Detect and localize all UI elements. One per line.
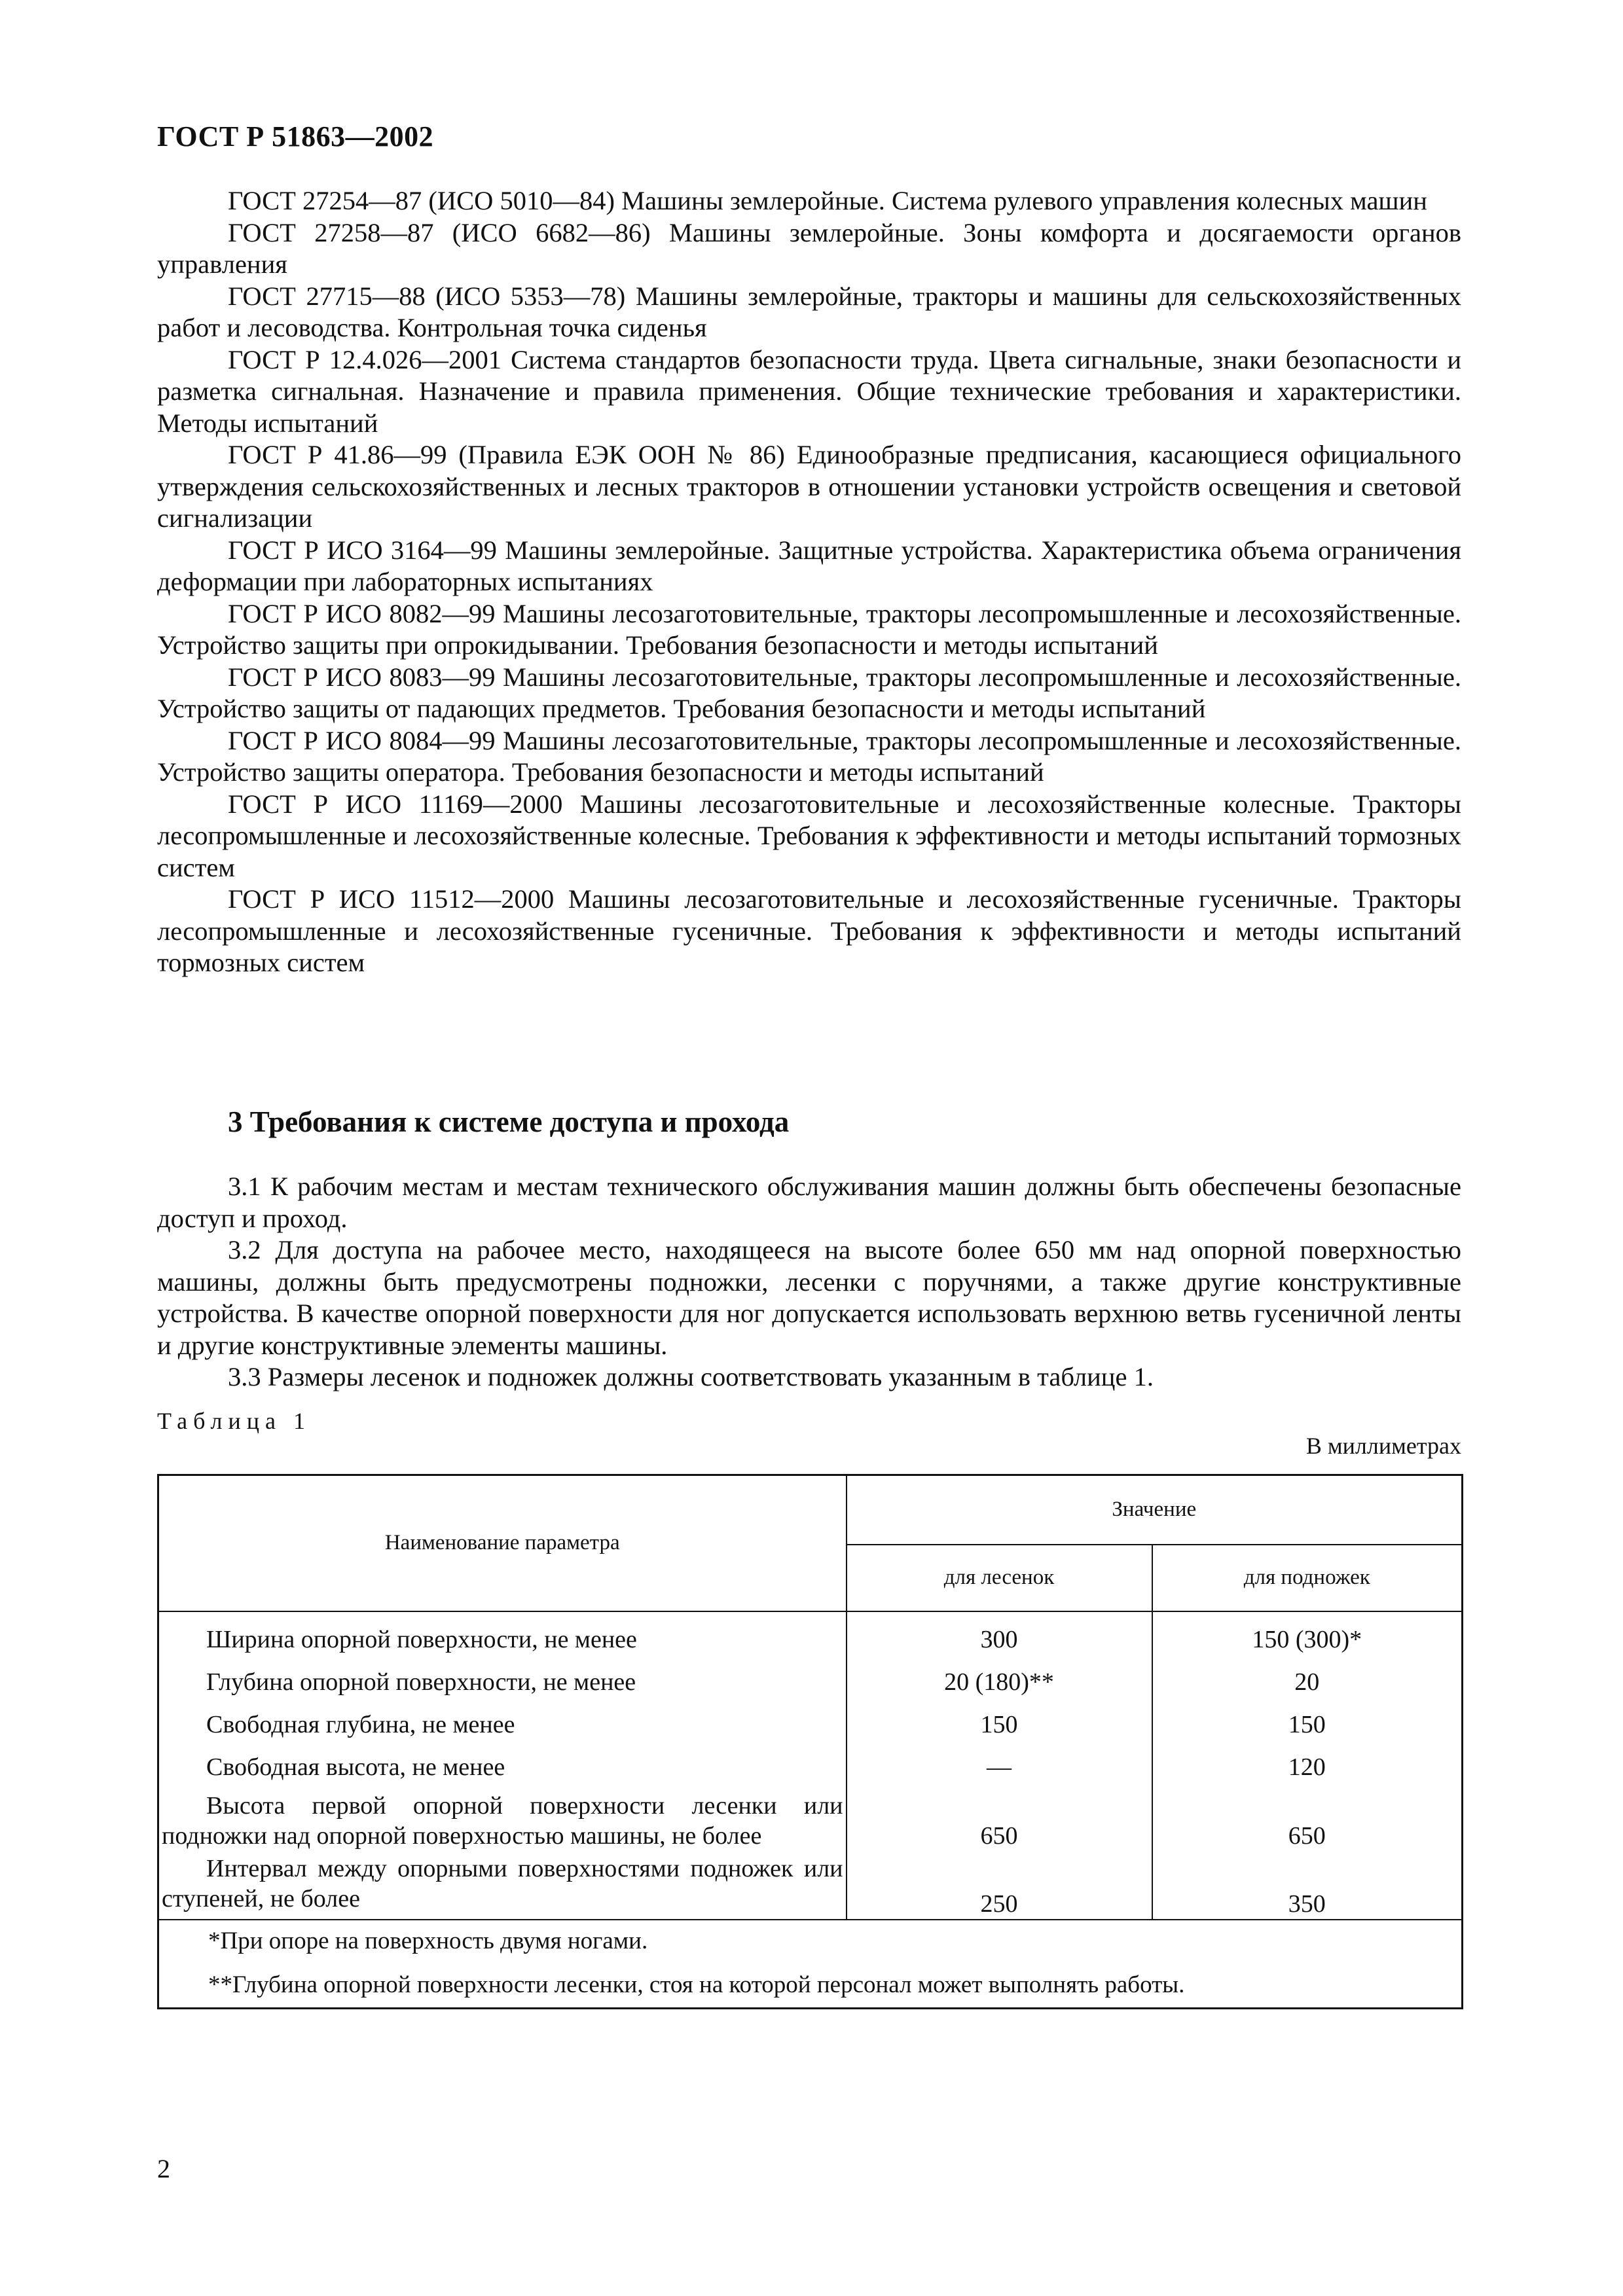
footnote: *При опоре на поверхность двумя ногами. — [158, 1920, 1463, 1963]
table-row — [158, 1655, 1463, 1697]
reference-item: ГОСТ Р 12.4.026—2001 Система стандартов безопасности труда. Цвета сигнальные, знаки безопасности и разметка сигнальная. Назначение и правила применения. Общие технические требования и характеристики. Методы испытаний — [157, 344, 1461, 438]
section-title: 3 Требования к системе доступа и прохода — [228, 1105, 790, 1138]
steps-cell: 150 — [1152, 1697, 1463, 1740]
header-param: Наименование параметра — [158, 1475, 847, 1611]
reference-item: ГОСТ 27715—88 (ИСО 5353—78) Машины землеройные, тракторы и машины для сельскохозяйственных работ и лесоводства. Контрольная точка сиденья — [157, 281, 1461, 342]
footnote: **Глубина опорной поверхности лесенки, стоя на которой персонал может выполнять работы. — [158, 1963, 1463, 2009]
param-cell: Ширина опорной поверхности, не менее — [158, 1611, 847, 1655]
parameters-table — [157, 1474, 1463, 2009]
header-value: Значение — [847, 1475, 1463, 1545]
reference-item: ГОСТ Р ИСО 8083—99 Машины лесозаготовительные, тракторы лесопромышленные и лесохозяйственные. Устройство защиты от падающих предметов. Требования безопасности и методы испытаний — [157, 662, 1461, 723]
steps-cell: 120 — [1152, 1740, 1463, 1782]
ladders-cell: 20 (180)** — [847, 1655, 1152, 1697]
param-cell: Высота первой опорной поверхности лесенки или подножки над опорной поверхностью машины, не более — [158, 1782, 847, 1851]
document-header: ГОСТ Р 51863—2002 — [157, 120, 434, 152]
footnote-row — [158, 1920, 1463, 1963]
ladders-cell: 300 — [847, 1611, 1152, 1655]
table-units: В миллиметрах — [1305, 1433, 1461, 1459]
reference-item: ГОСТ Р 41.86—99 (Правила ЕЭК ООН № 86) Единообразные предписания, касающиеся официального утверждения сельскохозяйственных и лесных тракторов в отношении установки устройств освещения и световой сигнализации — [157, 440, 1461, 533]
paragraph: 3.2 Для доступа на рабочее место, находящееся на высоте более 650 мм над опорной поверхностью машины, должны быть предусмотрены подножки, лесенки с поручнями, а также другие конструктивные устройства. В качестве опорной поверхности для ног допускается использовать верхнюю ветвь гусеничной ленты и другие конструктивные элементы машины. — [157, 1235, 1461, 1360]
param-cell: Свободная глубина, не менее — [158, 1697, 847, 1740]
paragraph: 3.3 Размеры лесенок и подножек должны соответствовать указанным в таблице 1. — [228, 1362, 1154, 1391]
table-row — [158, 1697, 1463, 1740]
steps-cell: 150 (300)* — [1152, 1611, 1463, 1655]
param-cell: Интервал между опорными поверхностями подножек или ступеней, не более — [158, 1851, 847, 1920]
steps-cell: 20 — [1152, 1655, 1463, 1697]
reference-item: ГОСТ Р ИСО 8082—99 Машины лесозаготовительные, тракторы лесопромышленные и лесохозяйственные. Устройство защиты при опрокидывании. Требования безопасности и методы испытаний — [157, 598, 1461, 660]
table-row — [158, 1740, 1463, 1782]
ladders-cell: — — [847, 1740, 1152, 1782]
table-row — [158, 1782, 1463, 1851]
param-cell: Глубина опорной поверхности, не менее — [158, 1655, 847, 1697]
param-cell: Свободная высота, не менее — [158, 1740, 847, 1782]
section-paragraphs — [157, 1171, 1461, 1393]
page-number: 2 — [157, 2154, 170, 2183]
references-list — [157, 185, 1461, 979]
reference-item: ГОСТ 27258—87 (ИСО 6682—86) Машины землеройные. Зоны комфорта и досягаемости органов управления — [157, 217, 1461, 279]
ladders-cell: 650 — [847, 1782, 1152, 1851]
table-row — [158, 1611, 1463, 1655]
reference-item: ГОСТ Р ИСО 11169—2000 Машины лесозаготовительные и лесохозяйственные колесные. Тракторы лесопромышленные и лесохозяйственные колесные. Требования к эффективности и методы испытаний тормозных систем — [157, 789, 1461, 882]
reference-item: ГОСТ Р ИСО 8084—99 Машины лесозаготовительные, тракторы лесопромышленные и лесохозяйственные. Устройство защиты оператора. Требования безопасности и методы испытаний — [157, 725, 1461, 787]
reference-item: ГОСТ Р ИСО 3164—99 Машины землеройные. Защитные устройства. Характеристика объема ограничения деформации при лабораторных испытаниях — [157, 535, 1461, 596]
header-ladders: для лесенок — [847, 1545, 1152, 1611]
steps-cell: 650 — [1152, 1782, 1463, 1851]
steps-cell: 350 — [1152, 1851, 1463, 1920]
table-row — [158, 1851, 1463, 1920]
footnote-row — [158, 1963, 1463, 2009]
reference-item: ГОСТ Р ИСО 11512—2000 Машины лесозаготовительные и лесохозяйственные гусеничные. Тракторы лесопромышленные и лесохозяйственные гусеничные. Требования к эффективности и методы испытаний тормозных систем — [157, 884, 1461, 977]
ladders-cell: 150 — [847, 1697, 1152, 1740]
table-label: Таблица 1 — [157, 1408, 311, 1434]
paragraph: 3.1 К рабочим местам и местам технического обслуживания машин должны быть обеспечены безопасные доступ и проход. — [157, 1172, 1461, 1233]
reference-item: ГОСТ 27254—87 (ИСО 5010—84) Машины землеройные. Система рулевого управления колесных машин — [228, 186, 1427, 215]
header-steps: для подножек — [1152, 1545, 1463, 1611]
ladders-cell: 250 — [847, 1851, 1152, 1920]
